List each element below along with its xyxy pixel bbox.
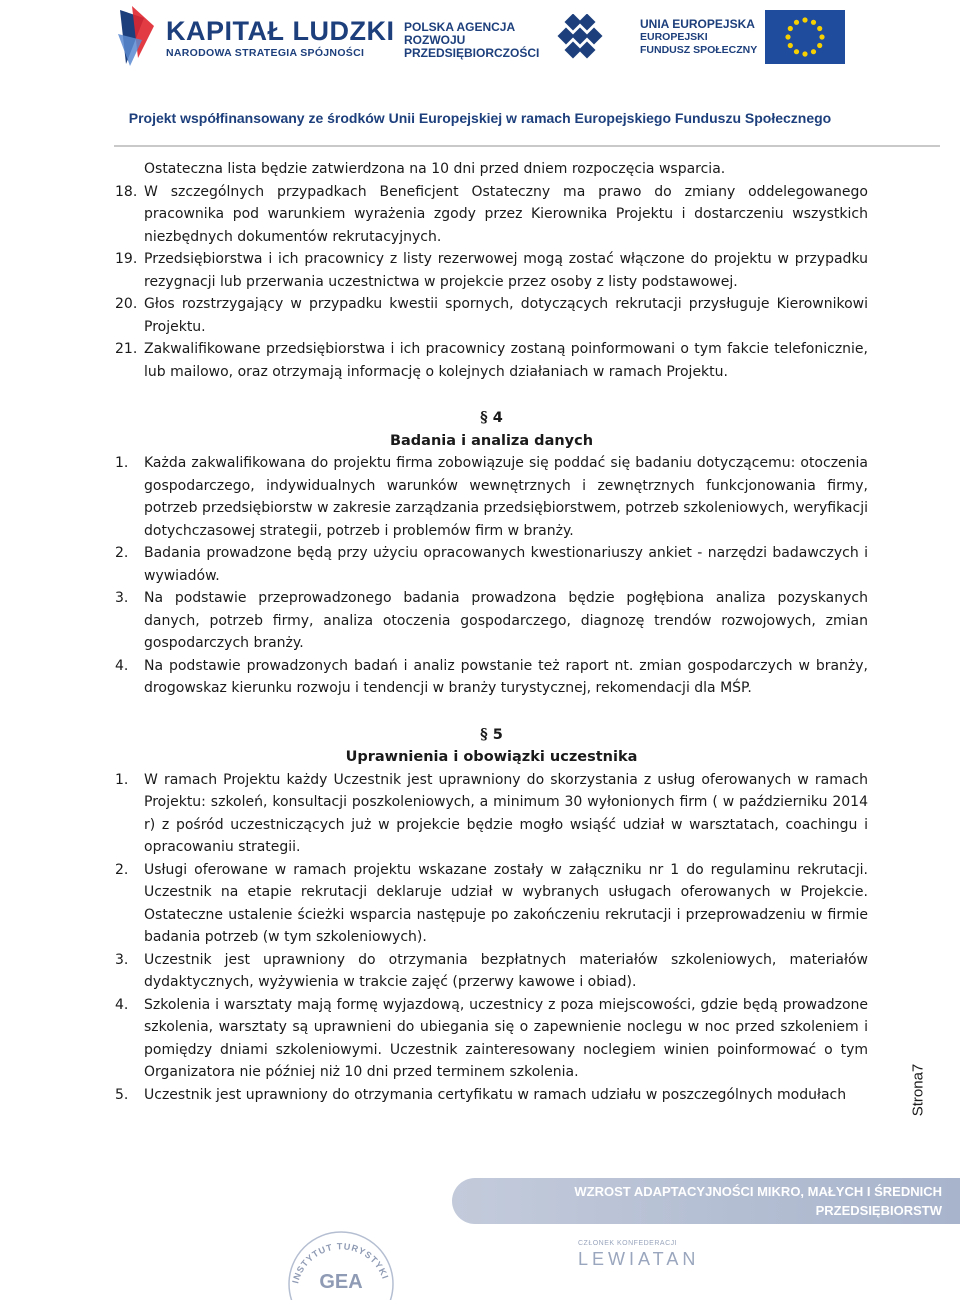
list-item xyxy=(115,452,868,542)
parp-logo xyxy=(404,14,613,66)
list-number: 3. xyxy=(115,951,129,968)
kapital-ludzki-subtitle: NARODOWA STRATEGIA SPÓJNOŚCI xyxy=(166,46,365,59)
list-text: Badania prowadzone będą przy użyciu opracowanych kwestionariuszy ankiet - narzędzi badawczych i wywiadów. xyxy=(144,545,868,584)
footer-band-line: WZROST ADAPTACYJNOŚCI MIKRO, MAŁYCH I ŚREDNICH PRZEDSIĘBIORSTW xyxy=(574,1184,942,1218)
intro-line: Ostateczna lista będzie zatwierdzona na 10 dni przed dniem rozpoczęcia wsparcia. xyxy=(144,161,726,177)
eu-line: UNIA EUROPEJSKA xyxy=(640,16,755,31)
lewiatan-name: LEWIATAN xyxy=(578,1249,700,1269)
parp-line: ROZWOJU xyxy=(404,32,466,47)
list-item xyxy=(115,994,868,1084)
list-item xyxy=(115,293,868,338)
list-text: Usługi oferowane w ramach projektu wskazane zostały w załączniku nr 1 do regulaminu rekrutacji. Uczestnik na etapie rekrutacji deklaruje udział w wybranych usługach oferowanych w Projekcie. Ostateczne ustalenie ścieżki wsparcia następuje po zakończeniu rekrutacji i przeprowadzeniu w firmie badania potrzeb (w tym szkoleniowych). xyxy=(144,861,868,945)
kapital-ludzki-logo xyxy=(114,6,394,68)
list-text: Głos rozstrzygający w przypadku kwestii spornych, dotyczących rekrutacji przysługuje Kierownikowi Projektu. xyxy=(144,296,868,335)
list-number: 4. xyxy=(115,996,129,1013)
list-item xyxy=(115,338,868,383)
page-header xyxy=(0,0,960,150)
gea-logo xyxy=(276,1220,406,1304)
paragraph-sign: § xyxy=(480,409,488,426)
list-text: W ramach Projektu każdy Uczestnik jest uprawniony do skorzystania z usług oferowanych w ramach Projektu: szkoleń, konsultacji poszkoleniowych, a minimum 30 wyłonionych firm ( w październiku 2014 r) z pośród uczestniczących już w projekcie będzie mogło wsiąść udział w warsztatach, coachingu i opracowaniu strategii. xyxy=(144,771,868,855)
list-number: 4. xyxy=(115,657,129,674)
section-number: 5 xyxy=(492,726,503,743)
parp-emblem-icon xyxy=(547,14,613,66)
project-funding-text: Projekt współfinansowany ze środków Unii Europejskiej w ramach Europejskiego Funduszu Społecznego xyxy=(128,110,832,126)
list-number: 3. xyxy=(115,590,129,606)
lewiatan-caption: CZŁONEK KONFEDERACJI xyxy=(578,1240,678,1247)
list-number: 18. xyxy=(115,183,138,200)
list-number: 20. xyxy=(115,296,138,312)
list-text: Na podstawie prowadzonych badań i analiz powstanie też raport nt. zmian gospodarczych w branży, drogowskaz kierunku rozwoju i tendencji w branży turystycznej, rekomendacji dla MŚP. xyxy=(144,657,868,696)
list-text: W szczególnych przypadkach Beneficjent Ostateczny ma prawo do zmiany oddelegowanego pracownika pod warunkiem wyrażenia zgody przez Kierownika Projektu i dostarczeniu wszystkich niezbędnych dokumentów rekrutacyjnych. xyxy=(144,183,868,245)
list-text: Uczestnik jest uprawniony do otrzymania certyfikatu w ramach udziału w poszczególnych modułach xyxy=(144,1086,847,1103)
list-text: Szkolenia i warsztaty mają formę wyjazdową, uczestnicy z poza miejscowości, gdzie będą prowadzone szkolenia, warsztaty są uprawnieni do ubiegania się o zapewnienie noclegu w noc przed szkoleniem i pomiędzy dniami szkoleniowymi. Uczestnik zainteresowany noclegiem winien poinformować o tym Organizatora nie później niż 10 dni przed terminem szkolenia. xyxy=(144,996,868,1080)
list-text: Przedsiębiorstwa i ich pracownicy z listy rezerwowej mogą zostać włączone do projektu w przypadku rezygnacji lub przerwania uczestnictwa w projekcie przez osoby z listy podstawowej. xyxy=(144,251,868,290)
list-number: 1. xyxy=(115,455,129,471)
gea-emblem-icon xyxy=(276,1220,406,1300)
list-item xyxy=(115,587,868,655)
gea-ring-text: INSTYTUT TURYSTYKI xyxy=(290,1241,391,1285)
list-item xyxy=(115,769,868,859)
list-number: 2. xyxy=(115,545,129,561)
kapital-ludzki-title: KAPITAŁ LUDZKI xyxy=(166,15,395,46)
eu-line: FUNDUSZ SPOŁECZNY xyxy=(640,43,758,56)
section-5-heading xyxy=(115,724,868,747)
list-item xyxy=(115,1084,868,1107)
list-number: 19. xyxy=(115,251,138,267)
document-body xyxy=(115,158,868,1106)
lewiatan-logo xyxy=(578,1240,708,1270)
eu-flag-icon xyxy=(765,10,845,64)
section-number: 4 xyxy=(492,410,503,426)
page-number-text: Strona7 xyxy=(909,1063,927,1117)
header-divider xyxy=(114,145,940,147)
list-text: Zakwalifikowane przedsiębiorstwa i ich pracownicy zostaną poinformowani o tym fakcie telefonicznie, lub mailowo, oraz otrzymają informację o kolejnych działaniach w ramach Projektu. xyxy=(144,341,868,380)
section-5-title: Uprawnienia i obowiązki uczestnika xyxy=(345,749,638,765)
paragraph-sign: § xyxy=(480,725,488,743)
list-number: 5. xyxy=(115,1086,129,1103)
eu-line: EUROPEJSKI xyxy=(640,30,708,43)
list-number: 2. xyxy=(115,861,129,878)
list-item xyxy=(115,181,868,249)
list-text: Na podstawie przeprowadzonego badania prowadzona będzie pogłębiona analiza pozyskanych danych, potrzeb firmy, analiza otoczenia gospodarczego, diagnozę trendów rozwojowych, zmian gospodarczych branży. xyxy=(144,590,868,651)
list-item xyxy=(115,248,868,293)
list-number: 1. xyxy=(115,771,129,788)
list-text: Uczestnik jest uprawniony do otrzymania bezpłatnych materiałów szkoleniowych, materiałów dydaktycznych, wyżywienia w trakcie zajęć (przerwy kawowe i obiad). xyxy=(144,951,868,990)
page-number-label xyxy=(888,1060,948,1120)
section-4-heading xyxy=(115,407,868,430)
list-number: 21. xyxy=(115,341,138,357)
eu-logo xyxy=(640,10,845,64)
footer-project-band xyxy=(452,1178,960,1237)
parp-line: PRZEDSIĘBIORCZOŚCI xyxy=(404,45,540,60)
list-item xyxy=(115,949,868,994)
gea-logo-text: GEA xyxy=(319,1271,363,1293)
list-item xyxy=(115,859,868,949)
kapital-ludzki-emblem-icon xyxy=(114,6,158,68)
footer-band-line: POPRZEZ ZARZĄDZANIE STRATEGICZNE xyxy=(680,1222,942,1237)
list-text: Każda zakwalifikowana do projektu firma zobowiązuje się poddać się badaniu dotyczącemu: otoczenia gospodarczego, indywidualnych warunków wewnętrznych i zewnętrznych funkcjonowania firmy, potrzeb przedsiębiorstw w zakresie zarządzania przedsiębiorstwem, potrzeb szkoleniowych, weryfikacji dotychczasowej strategii, potrzeb i problemów firm w branży. xyxy=(144,455,868,539)
list-item xyxy=(115,655,868,700)
section-4-title: Badania i analiza danych xyxy=(389,432,594,449)
parp-line: POLSKA AGENCJA xyxy=(404,19,516,34)
list-item xyxy=(115,542,868,587)
